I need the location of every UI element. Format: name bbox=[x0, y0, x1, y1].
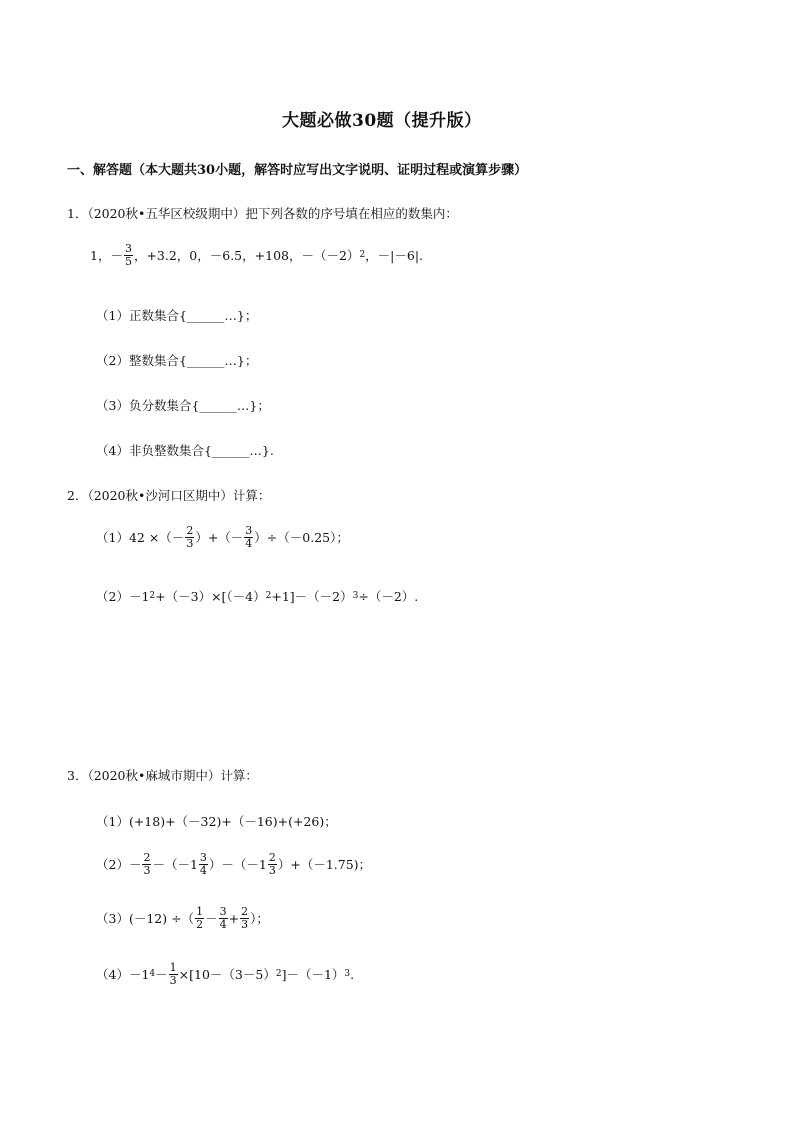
question-1-number-list bbox=[90, 243, 423, 267]
expression-text: ）÷（－0.25）； bbox=[254, 530, 349, 546]
question-1-item: （4）非负整数集合{______…}. bbox=[96, 443, 274, 458]
question-3-part-2 bbox=[96, 852, 371, 876]
fraction-numerator: 2 bbox=[186, 524, 194, 537]
expression-text: ）； bbox=[250, 911, 269, 927]
question-3-heading: 3．（2020秋•麻城市期中）计算： bbox=[67, 768, 258, 783]
fraction-numerator: 3 bbox=[124, 242, 132, 255]
fraction-numerator: 2 bbox=[241, 905, 249, 918]
fraction bbox=[219, 906, 228, 930]
expression-text: ）+（－1.75)； bbox=[277, 857, 372, 873]
expression-text: － bbox=[155, 967, 168, 983]
expression-text: （3）(－12) ÷（ bbox=[96, 911, 195, 927]
fraction bbox=[195, 906, 204, 930]
exponent: 3 bbox=[352, 591, 359, 601]
fraction-denominator: 4 bbox=[219, 917, 227, 931]
expression-text: －（－1 bbox=[152, 857, 198, 873]
expression-text: + bbox=[228, 910, 240, 926]
fraction-numerator: 2 bbox=[268, 851, 276, 864]
expression-text: ×[10－（3－5） bbox=[178, 967, 276, 983]
fraction bbox=[169, 962, 178, 986]
expression-text: － bbox=[205, 911, 218, 927]
fraction-denominator: 3 bbox=[241, 917, 249, 931]
question-1-item: （3）负分数集合{______…}； bbox=[96, 398, 270, 413]
exponent: 2 bbox=[149, 591, 156, 601]
expression-text: ]－（－1） bbox=[281, 967, 345, 983]
number-list-text-b: ，+3.2，0，－6.5，+108，－（－2） bbox=[133, 248, 360, 264]
fraction bbox=[244, 525, 253, 549]
section-heading: 一、解答题（本大题共30小题，解答时应写出文字说明、证明过程或演算步骤） bbox=[67, 163, 528, 178]
question-3-part-3 bbox=[96, 906, 269, 930]
question-2-heading: 2．（2020秋•沙河口区期中）计算： bbox=[67, 488, 271, 503]
exponent: 2 bbox=[275, 969, 282, 980]
fraction-numerator: 1 bbox=[169, 961, 177, 974]
expression-text: （1）42 ×（－ bbox=[96, 530, 185, 546]
expression-text: +1]－（－2） bbox=[271, 589, 353, 604]
question-1-heading: 1．（2020秋•五华区校级期中）把下列各数的序号填在相应的数集内： bbox=[67, 206, 458, 221]
fraction-numerator: 1 bbox=[196, 905, 204, 918]
number-list-text-c: ，－|－6|. bbox=[365, 248, 424, 264]
fraction bbox=[240, 906, 249, 930]
number-list-text-a: 1，－ bbox=[90, 248, 123, 264]
expression-text: （4）－1 bbox=[96, 967, 150, 983]
expression-text: . bbox=[350, 966, 355, 982]
fraction-denominator: 4 bbox=[199, 863, 207, 877]
expression-text: ）－（－1 bbox=[208, 857, 267, 873]
expression-text: （2）－1 bbox=[96, 589, 150, 604]
fraction-denominator: 3 bbox=[143, 863, 151, 877]
exponent: 2 bbox=[359, 250, 366, 261]
fraction-denominator: 3 bbox=[268, 863, 276, 877]
exponent: 2 bbox=[265, 591, 272, 601]
fraction-denominator: 2 bbox=[196, 917, 204, 931]
fraction bbox=[199, 852, 208, 876]
expression-text: +（－3）×[（－4） bbox=[155, 589, 266, 604]
exponent: 3 bbox=[344, 969, 351, 980]
fraction bbox=[124, 243, 133, 267]
fraction-numerator: 2 bbox=[143, 851, 151, 864]
fraction-denominator: 5 bbox=[124, 254, 132, 268]
question-2-part-1 bbox=[96, 525, 349, 549]
page-title: 大题必做30题（提升版） bbox=[282, 111, 482, 131]
fraction bbox=[142, 852, 151, 876]
expression-text: ）+（－ bbox=[195, 530, 244, 546]
question-3-part-1: （1）(+18)+（－32)+（－16)+(+26)； bbox=[96, 814, 337, 829]
question-1-item: （2）整数集合{______…}； bbox=[96, 353, 258, 368]
fraction bbox=[268, 852, 277, 876]
exponent: 4 bbox=[149, 969, 156, 980]
question-1-item: （1）正数集合{______…}； bbox=[96, 308, 258, 323]
question-2-part-2 bbox=[96, 587, 418, 605]
fraction-numerator: 3 bbox=[219, 905, 227, 918]
fraction-denominator: 4 bbox=[245, 536, 253, 550]
fraction-denominator: 3 bbox=[186, 536, 194, 550]
fraction bbox=[185, 525, 194, 549]
fraction-numerator: 3 bbox=[245, 524, 253, 537]
expression-text: ÷（－2）. bbox=[358, 589, 419, 604]
fraction-denominator: 3 bbox=[169, 973, 177, 987]
expression-text: （2）－ bbox=[96, 857, 142, 873]
question-3-part-4 bbox=[96, 962, 354, 986]
fraction-numerator: 3 bbox=[199, 851, 207, 864]
